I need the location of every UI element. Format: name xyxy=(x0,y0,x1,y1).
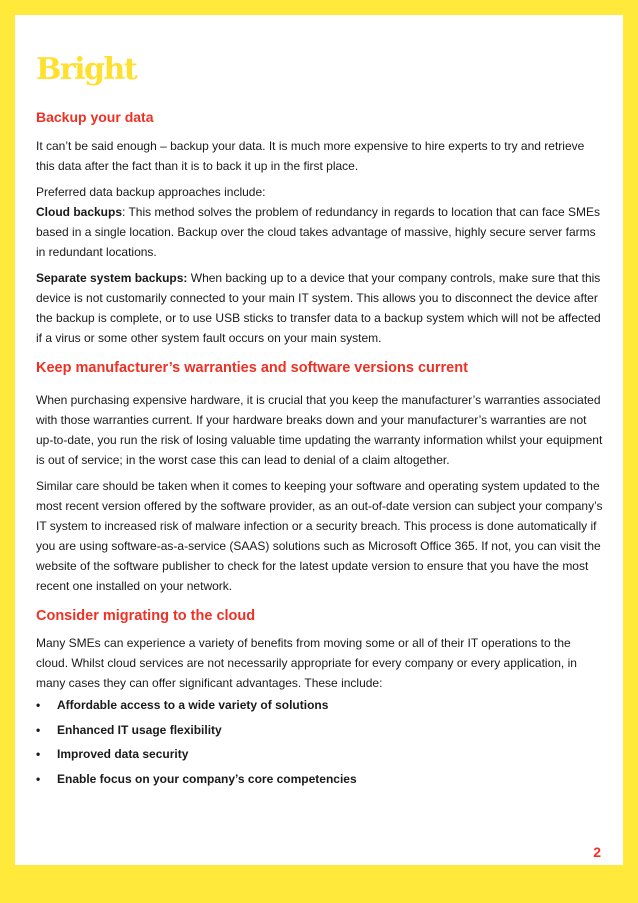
cloud-backups-label: Cloud backups xyxy=(36,205,123,219)
paragraph-backup-intro: It can’t be said enough – backup your data. It is much more expensive to hire experts to try and retrieve this data after the fact than it is to back it up in the first place. xyxy=(36,139,585,173)
separate-backups-text: When backing up to a device that your company controls, make sure that this device is not customarily connected to your main IT system. This allows you to disconnect the device after the backup is complete, or to use USB sticks to transfer data to a backup system which will not be affected if a virus or some other system fault occurs on your main system. xyxy=(36,271,601,345)
page xyxy=(15,15,623,865)
bullet-icon: • xyxy=(36,771,41,786)
cloud-backups-text: : This method solves the problem of redundancy in regards to location that can face SMEs based in a single location. Backup over the cloud takes advantage of massive, highly secure server farms in redundant locations. xyxy=(36,205,601,259)
bullet-icon: • xyxy=(36,698,41,712)
heading-warranties: Keep manufacturer’s warranties and software versions current xyxy=(36,360,468,376)
paragraph-warranties-hardware: When purchasing expensive hardware, it is crucial that you keep the manufacturer’s warranties associated with those warranties current. If your hardware breaks down and your manufacturer’s warranties are not up-to-date, you run the risk of losing valuable time updating the warranty information whilst your equipment is out of service; in the worst case this can lead to denial of a claim altogether. xyxy=(36,393,603,467)
list-item: • Enable focus on your company’s core competencies xyxy=(36,771,357,786)
paragraph-cloud-intro: Many SMEs can experience a variety of benefits from moving some or all of their IT operations to the cloud. Whilst cloud services are not necessarily appropriate for every company or every application, in many cases they can offer significant advantages. These include: xyxy=(36,636,577,690)
paragraph-warranties-software: Similar care should be taken when it comes to keeping your software and operating system updated to the most recent version offered by the software provider, as an out-of-date version can subject your company’s IT system to increased risk of malware infection or a security breach. This process is done automatically if you are using software-as-a-service (SAAS) solutions such as Microsoft Office 365. If not, you can visit the website of the software publisher to check for the latest update version to ensure that you have the most recent one installed on your network. xyxy=(36,479,603,593)
bullet-icon: • xyxy=(36,747,41,761)
list-item: • Enhanced IT usage flexibility xyxy=(36,722,222,737)
benefits-list xyxy=(36,697,606,787)
paragraph-separate-backups xyxy=(36,268,606,348)
brand-logo: Bright xyxy=(36,52,137,87)
bullet-icon: • xyxy=(36,722,41,737)
list-item: • Affordable access to a wide variety of solutions xyxy=(36,698,329,712)
page-number: 2 xyxy=(593,844,601,860)
approaches-intro: Preferred data backup approaches include: xyxy=(36,185,266,199)
document-body xyxy=(36,107,606,795)
heading-backup: Backup your data xyxy=(36,109,154,125)
heading-cloud: Consider migrating to the cloud xyxy=(36,608,256,624)
list-item: • Improved data security xyxy=(36,747,189,761)
paragraph-backup-approaches xyxy=(36,182,606,262)
separate-backups-label: Separate system backups: xyxy=(36,271,188,285)
